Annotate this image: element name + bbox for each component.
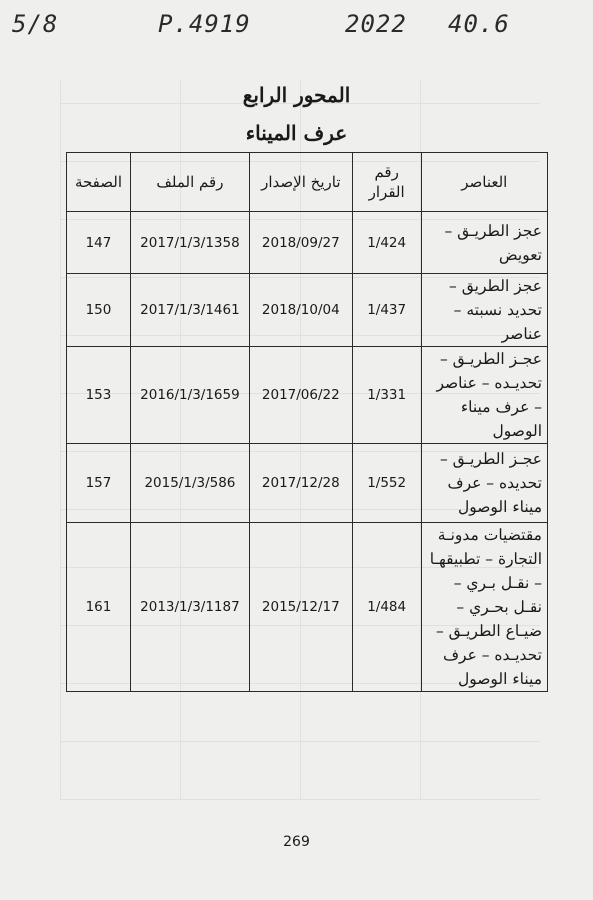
table-row [67,444,548,523]
date-cell: 2017/12/28 [249,444,352,523]
page-cell: 150 [67,274,131,347]
header-decision-number: رقم القرار [352,153,421,212]
handwritten-note: 40.6 [448,10,510,38]
elements-cell: عجـز الطريـق – تحديـده – عناصر – عرف ميناء الوصول [421,347,547,444]
table-header-row [67,153,548,212]
file-cell: 2015/1/3/586 [130,444,249,523]
page-cell: 153 [67,347,131,444]
decision-cell: 1/552 [352,444,421,523]
decision-cell: 1/331 [352,347,421,444]
elements-cell: مقتضيات مدونـة التجارة – تطبيقهـا – نقـل بـري – نقـل بحـري – ضيـاع الطريـق – تحديـده – عرف ميناء الوصول [421,523,547,692]
elements-cell: عجـز الطريـق – تحديده – عرف ميناء الوصول [421,444,547,523]
table-row [67,274,548,347]
handwritten-note: 5/8 [12,10,59,38]
date-cell: 2015/12/17 [249,523,352,692]
file-cell: 2017/1/3/1358 [130,212,249,274]
handwritten-annotations [0,6,593,40]
header-file-number: رقم الملف [130,153,249,212]
file-cell: 2017/1/3/1461 [130,274,249,347]
elements-cell: عجز الطريـق – تعويض [421,212,547,274]
file-cell: 2013/1/3/1187 [130,523,249,692]
header-page: الصفحة [67,153,131,212]
header-elements: العناصر [421,153,547,212]
date-cell: 2018/09/27 [249,212,352,274]
date-cell: 2018/10/04 [249,274,352,347]
page-titles [0,83,593,145]
decision-cell: 1/484 [352,523,421,692]
index-table [66,152,548,692]
table-row [67,347,548,444]
table-row [67,523,548,692]
header-issue-date: تاريخ الإصدار [249,153,352,212]
decision-cell: 1/437 [352,274,421,347]
elements-cell: عجز الطريق – تحديد نسبته – عناصر [421,274,547,347]
page-cell: 157 [67,444,131,523]
page-cell: 161 [67,523,131,692]
handwritten-note: 2022 [345,10,407,38]
page-cell: 147 [67,212,131,274]
file-cell: 2016/1/3/1659 [130,347,249,444]
axis-title: المحور الرابع [242,83,351,107]
table-row [67,212,548,274]
handwritten-note: P.4919 [158,10,251,38]
subject-title: عرف الميناء [245,121,348,145]
date-cell: 2017/06/22 [249,347,352,444]
page-number: 269 [283,834,310,850]
decision-cell: 1/424 [352,212,421,274]
